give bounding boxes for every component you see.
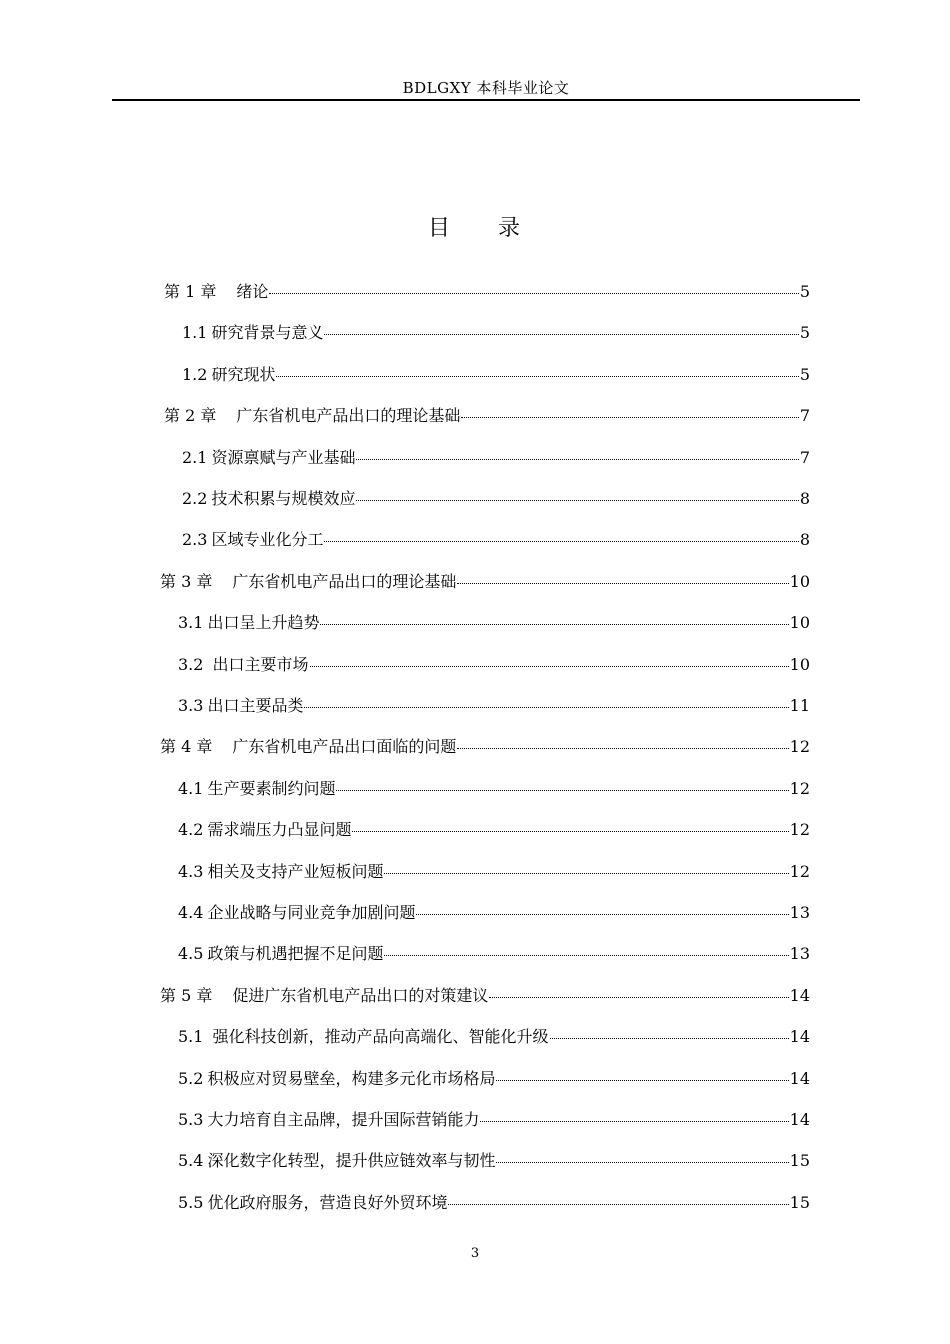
toc-leader-dots (320, 624, 788, 625)
toc-entry-label (178, 1193, 447, 1213)
toc-entry-title: 广东省机电产品出口面临的问题 (232, 737, 457, 757)
toc-leader-dots (384, 873, 788, 874)
toc-entry-page: 14 (789, 1027, 810, 1047)
toc-entry-title: 广东省机电产品出口的理论基础 (232, 571, 457, 591)
toc-leader-dots (310, 666, 789, 667)
toc-section-entry[interactable] (178, 820, 810, 840)
toc-entry-page: 10 (789, 571, 810, 591)
toc-leader-dots (416, 914, 788, 915)
toc-entry-number: 3.2 (178, 654, 209, 674)
toc-entry-number: 4.1 (178, 778, 204, 798)
toc-leader-dots (336, 790, 788, 791)
toc-chapter-entry[interactable] (160, 986, 810, 1006)
toc-chapter-entry[interactable] (164, 406, 810, 426)
toc-entry-title: 研究现状 (211, 364, 276, 384)
toc-entry-page: 5 (799, 282, 810, 301)
toc-entry-number: 2.1 (182, 447, 208, 467)
toc-entry-title: 强化科技创新，推动产品向高端化、智能化升级 (212, 1027, 549, 1047)
toc-entry-page: 12 (789, 820, 810, 840)
toc-entry-label (164, 406, 460, 426)
toc-entry-number: 第 2 章 (164, 406, 217, 426)
toc-entry-number: 第 1 章 (164, 282, 217, 301)
toc-entry-label (178, 696, 303, 716)
toc-section-entry[interactable] (178, 862, 810, 882)
toc-entry-page: 7 (799, 447, 810, 467)
toc-entry-page: 13 (789, 903, 810, 922)
toc-entry-title: 区域专业化分工 (211, 530, 324, 550)
toc-leader-dots (448, 1204, 788, 1205)
toc-entry-label (178, 1069, 495, 1089)
toc-entry-title: 需求端压力凸显问题 (207, 820, 352, 840)
toc-entry-page: 7 (799, 406, 810, 426)
toc-entry-title: 积极应对贸易壁垒，构建多元化市场格局 (207, 1068, 496, 1088)
toc-entry-title: 生产要素制约问题 (207, 778, 336, 798)
toc-leader-dots (550, 1038, 789, 1039)
toc-leader-dots (384, 955, 788, 956)
toc-leader-dots (496, 1162, 788, 1163)
toc-entry-number: 3.1 (178, 613, 204, 633)
toc-entry-number: 4.4 (178, 903, 204, 922)
toc-leader-dots (457, 748, 788, 749)
toc-section-entry[interactable] (178, 1027, 810, 1047)
toc-chapter-entry[interactable] (160, 572, 810, 592)
toc-entry-page: 15 (789, 1192, 810, 1212)
toc-section-entry[interactable] (182, 489, 810, 509)
toc-section-entry[interactable] (178, 779, 810, 799)
toc-entry-page: 5 (799, 323, 810, 343)
toc-leader-dots (324, 334, 798, 335)
toc-entry-number: 第 3 章 (160, 571, 213, 591)
toc-leader-dots (304, 707, 788, 708)
toc-section-entry[interactable] (178, 1151, 810, 1171)
toc-entry-number: 第 4 章 (160, 737, 213, 757)
toc-entry-number: 5.3 (178, 1110, 204, 1129)
toc-entry-label (178, 779, 335, 799)
toc-entry-number: 4.2 (178, 820, 204, 840)
toc-chapter-entry[interactable] (160, 737, 810, 757)
toc-section-entry[interactable] (178, 1193, 810, 1213)
toc-entry-title: 出口主要市场 (212, 654, 309, 674)
toc-entry-page: 14 (789, 1068, 810, 1088)
toc-entry-number: 4.3 (178, 861, 204, 881)
toc-leader-dots (356, 500, 798, 501)
toc-entry-number: 2.2 (182, 489, 208, 508)
toc-leader-dots (480, 1121, 788, 1122)
toc-entry-title: 资源禀赋与产业基础 (211, 447, 356, 467)
toc-entry-label (178, 944, 383, 964)
toc-entry-label (182, 448, 355, 468)
toc-entry-title: 绪论 (236, 282, 269, 301)
toc-entry-page: 14 (789, 985, 810, 1005)
toc-entry-label (160, 986, 488, 1006)
toc-entry-number: 5.5 (178, 1192, 204, 1212)
toc-entry-title: 技术积累与规模效应 (211, 489, 356, 508)
toc-section-entry[interactable] (182, 365, 810, 385)
toc-section-entry[interactable] (178, 655, 810, 675)
toc-chapter-entry[interactable] (164, 282, 810, 302)
toc-section-entry[interactable] (178, 613, 810, 633)
toc-leader-dots (269, 293, 798, 294)
toc-entry-number: 1.1 (182, 323, 208, 343)
toc-entry-label (182, 489, 355, 509)
toc-entry-page: 15 (789, 1151, 810, 1171)
toc-leader-dots (324, 541, 798, 542)
toc-entry-page: 14 (789, 1110, 810, 1129)
toc-leader-dots (461, 417, 798, 418)
toc-entry-label (164, 282, 268, 302)
toc-entry-label (160, 572, 456, 592)
toc-section-entry[interactable] (182, 323, 810, 343)
toc-entry-label (182, 530, 323, 550)
page-number: 3 (470, 1246, 480, 1261)
toc-entry-page: 12 (789, 778, 810, 798)
toc-entry-page: 12 (789, 861, 810, 881)
page-header: BDLGXY 本科毕业论文 (402, 79, 570, 97)
toc-section-entry[interactable] (178, 903, 810, 923)
toc-entry-label (178, 1110, 479, 1130)
toc-leader-dots (457, 583, 788, 584)
toc-entry-label (178, 613, 319, 633)
toc-entry-number: 第 5 章 (160, 985, 213, 1005)
toc-leader-dots (496, 1080, 788, 1081)
toc-title-char-1: 目 (427, 216, 452, 241)
toc-entry-label (178, 820, 351, 840)
toc-section-entry[interactable] (178, 1110, 810, 1130)
toc-entry-page: 8 (799, 489, 810, 508)
toc-entry-title: 出口呈上升趋势 (207, 613, 320, 633)
toc-entry-page: 10 (789, 654, 810, 674)
toc-entry-label (178, 903, 415, 923)
toc-entry-page: 13 (789, 944, 810, 964)
toc-entry-label (178, 862, 383, 882)
toc-entry-title: 研究背景与意义 (211, 323, 324, 343)
toc-entry-page: 8 (799, 530, 810, 550)
toc-entry-label (178, 1027, 549, 1047)
toc-title-char-2: 录 (498, 216, 523, 241)
toc-entry-title: 深化数字化转型，提升供应链效率与韧性 (207, 1151, 496, 1171)
toc-section-entry[interactable] (178, 944, 810, 964)
toc-entry-page: 11 (789, 696, 810, 715)
toc-leader-dots (356, 459, 798, 460)
toc-leader-dots (489, 997, 788, 998)
toc-entry-title: 企业战略与同业竞争加剧问题 (207, 903, 416, 922)
toc-entry-number: 5.2 (178, 1068, 204, 1088)
toc-section-entry[interactable] (178, 696, 810, 716)
toc-entry-label (182, 365, 275, 385)
toc-section-entry[interactable] (182, 530, 810, 550)
toc-entry-page: 5 (799, 364, 810, 384)
toc-entry-number: 5.4 (178, 1151, 204, 1171)
toc-entry-label (160, 737, 456, 757)
toc-entry-title: 相关及支持产业短板问题 (207, 861, 384, 881)
toc-leader-dots (352, 831, 788, 832)
toc-section-entry[interactable] (178, 1069, 810, 1089)
toc-entry-label (182, 323, 323, 343)
toc-entry-label (178, 655, 309, 675)
toc-entry-page: 12 (789, 737, 810, 757)
toc-entry-title: 优化政府服务，营造良好外贸环境 (207, 1192, 448, 1212)
toc-entry-label (178, 1151, 495, 1171)
toc-entry-title: 大力培育自主品牌，提升国际营销能力 (207, 1110, 480, 1129)
toc-entry-title: 促进广东省机电产品出口的对策建议 (232, 985, 489, 1005)
toc-section-entry[interactable] (182, 448, 810, 468)
toc-entry-title: 广东省机电产品出口的理论基础 (236, 406, 461, 426)
toc-entry-number: 5.1 (178, 1027, 209, 1047)
toc-entry-title: 出口主要品类 (207, 696, 304, 715)
toc-entry-title: 政策与机遇把握不足问题 (207, 944, 384, 964)
toc-entry-number: 4.5 (178, 944, 204, 964)
toc-leader-dots (276, 376, 798, 377)
toc-entry-page: 10 (789, 613, 810, 633)
toc-entry-number: 1.2 (182, 364, 208, 384)
toc-entry-number: 2.3 (182, 530, 208, 550)
toc-entry-number: 3.3 (178, 696, 204, 715)
